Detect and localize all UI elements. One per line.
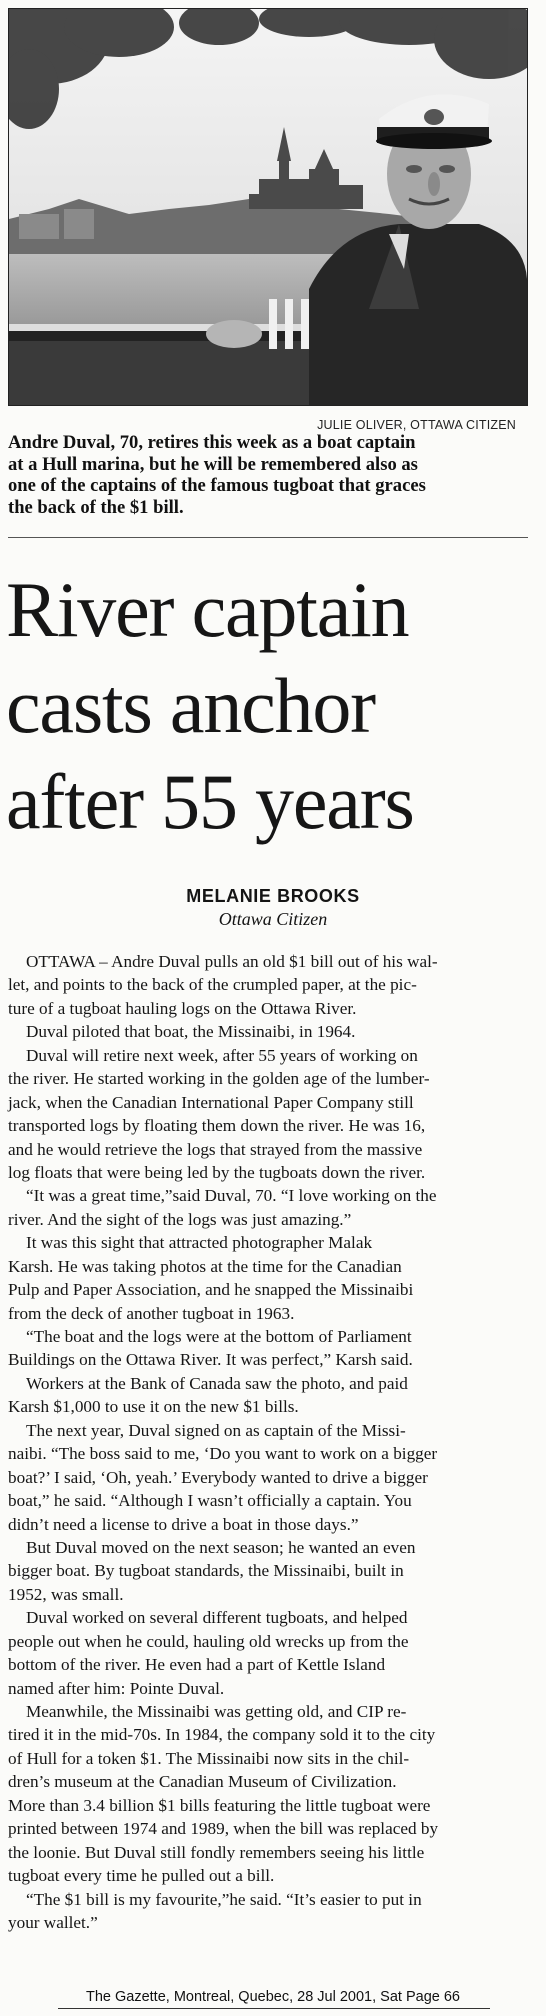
caption-line: at a Hull marina, but he will be remembered also as (8, 453, 418, 475)
body-line: More than 3.4 billion $1 bills featuring the little tugboat were (8, 1795, 431, 1815)
caption-line: one of the captains of the famous tugboat that graces (8, 475, 426, 496)
body-line: OTTAWA – Andre Duval pulls an old $1 bill out of his wal- (26, 952, 438, 971)
body-line: jack, when the Canadian International Paper Company still (8, 1092, 414, 1112)
body-line: It was this sight that attracted photographer Malak (26, 1233, 373, 1253)
divider (8, 537, 528, 538)
body-line: Duval worked on several different tugboats, and helped (26, 1608, 408, 1628)
body-line: Karsh. He was taking photos at the time for the Canadian (8, 1256, 402, 1276)
headline-line: River captain (6, 566, 409, 653)
body-line: “It was a great time,”said Duval, 70. “I love working on the (26, 1186, 437, 1206)
body-line: Karsh $1,000 to use it on the new $1 bills. (8, 1397, 299, 1417)
body-line: didn’t need a license to drive a boat in those days.” (8, 1514, 359, 1534)
body-line: boat?’ I said, ‘Oh, yeah.’ Everybody wanted to drive a bigger (8, 1467, 428, 1487)
article-body (8, 950, 532, 1934)
body-line: the river. He started working in the golden age of the lumber- (8, 1069, 430, 1089)
captain-photo (8, 8, 528, 406)
body-line: Duval will retire next week, after 55 years of working on (26, 1045, 418, 1065)
body-line: tired it in the mid-70s. In 1984, the company sold it to the city (8, 1725, 436, 1745)
body-line: naibi. “The boss said to me, ‘Do you want to work on a bigger (8, 1444, 438, 1464)
body-line: boat,” he said. “Although I wasn’t officially a captain. You (8, 1491, 412, 1511)
body-line: Meanwhile, the Missinaibi was getting old, and CIP re- (26, 1702, 407, 1721)
byline-publication: Ottawa Citizen (218, 909, 328, 929)
body-line: of Hull for a token $1. The Missinaibi now sits in the chil- (8, 1748, 410, 1768)
body-line: from the deck of another tugboat in 1963. (8, 1303, 295, 1323)
footer-underline (58, 2008, 490, 2009)
body-line: Duval piloted that boat, the Missinaibi, in 1964. (26, 1022, 356, 1042)
headline-line: after 55 years (6, 758, 414, 845)
body-line: the loonie. But Duval still fondly remembers seeing his little (8, 1842, 425, 1862)
body-line: named after him: Pointe Duval. (8, 1678, 225, 1698)
body-line: tugboat every time he pulled out a bill. (8, 1866, 275, 1886)
body-line: ture of a tugboat hauling logs on the Ottawa River. (8, 998, 357, 1018)
body-line: But Duval moved on the next season; he wanted an even (26, 1537, 416, 1557)
body-line: printed between 1974 and 1989, when the bill was replaced by (8, 1819, 439, 1839)
photo-image (9, 9, 527, 405)
caption-line: Andre Duval, 70, retires this week as a boat captain (8, 432, 416, 453)
body-line: “The $1 bill is my favourite,”he said. “It’s easier to put in (26, 1889, 422, 1909)
body-line: Workers at the Bank of Canada saw the photo, and paid (26, 1373, 408, 1393)
photo-caption (8, 432, 532, 518)
body-line: your wallet.” (8, 1912, 98, 1932)
headline-line: casts anchor (6, 662, 375, 749)
body-line: Pulp and Paper Association, and he snapped the Missinaibi (8, 1280, 414, 1300)
caption-line: the back of the $1 bill. (8, 496, 184, 518)
headline (6, 562, 536, 850)
body-line: “The boat and the logs were at the bottom of Parliament (26, 1327, 412, 1346)
body-line: bottom of the river. He even had a part of Kettle Island (8, 1655, 386, 1675)
body-line: people out when he could, hauling old wrecks up from the (8, 1631, 409, 1651)
body-line: The next year, Duval signed on as captain of the Missi- (26, 1420, 406, 1440)
body-line: log floats that were being led by the tugboats down the river. (8, 1162, 426, 1182)
body-line: bigger boat. By tugboat standards, the Missinaibi, built in (8, 1561, 404, 1581)
body-line: dren’s museum at the Canadian Museum of Civilization. (8, 1772, 397, 1792)
body-line: Buildings on the Ottawa River. It was perfect,” Karsh said. (8, 1350, 413, 1370)
body-line: transported logs by floating them down the river. He was 16, (8, 1116, 426, 1136)
photo-credit: JULIE OLIVER, OTTAWA CITIZEN (317, 418, 516, 432)
page-footer: The Gazette, Montreal, Quebec, 28 Jul 2001, Sat Page 66 (85, 1989, 460, 2005)
body-line: let, and points to the back of the crumpled paper, at the pic- (8, 975, 417, 995)
body-line: 1952, was small. (8, 1584, 124, 1604)
body-line: river. And the sight of the logs was just amazing.” (8, 1209, 352, 1229)
body-line: and he would retrieve the logs that strayed from the massive (8, 1139, 423, 1159)
byline-author: MELANIE BROOKS (186, 886, 360, 906)
